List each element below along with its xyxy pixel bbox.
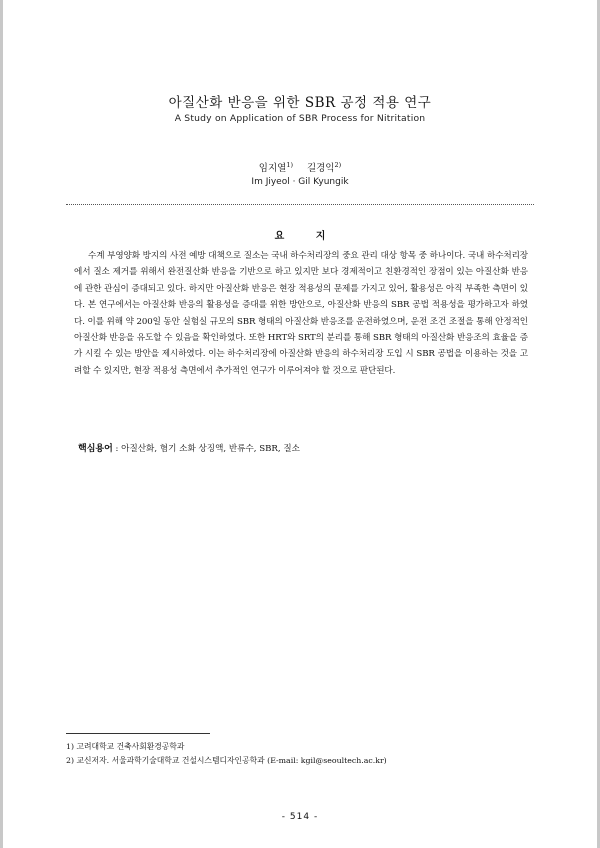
footnote-divider [66,733,210,734]
keywords-separator: : [112,444,122,454]
author-affiliation-mark: 2) [334,161,342,169]
keywords-label: 핵심용어 [78,444,113,454]
page-number: - 514 - [281,812,319,822]
paper-title-korean: 아질산화 반응을 위한 SBR 공정 적용 연구 [168,95,432,111]
keywords-text: 아질산화, 혐기 소화 상징액, 반류수, SBR, 질소 [121,444,300,454]
footnotes [66,740,536,768]
authors-korean [0,160,600,174]
author-name: 길경익 [307,163,335,174]
footnote-item: 2) 교신저자. 서울과학기술대학교 건설시스템디자인공학과 (E-mail: kgil@seoultech.ac.kr) [66,756,387,765]
section-divider [66,204,534,205]
abstract-body: 수계 부영양화 방지의 사전 예방 대책으로 질소는 국내 하수처리장의 중요 관리 대상 항목 중 하나이다. 국내 하수처리장에서 질소 제거를 위해서 완전질산화 반응을 기반으로 하고 있지만 보다 경제적이고 친환경적인 장점이 있는 아질산화 반응에 관한 관심이 증대되고 있다. 하지만 아질산화 반응은 현장 적용성의 문제를 가지고 있어, 활용성은 아직 부족한 측면이 있다. 본 연구에서는 아질산화 반응의 활용성을 증대를 위한 방안으로, 아질산화 반응의 SBR 공법 적용성을 평가하고자 하였다. 이를 위해 약 200일 동안 실험실 규모의 SBR 형태의 아질산화 반응조를 운전하였으며, 운전 조건 조절을 통해 안정적인 아질산화 반응을 유도할 수 있음을 확인하였다. 또한 HRT와 SRT의 분리를 통해 SBR 형태의 아질산화 반응조의 효율을 증가 시킬 수 있는 방안을 제시하였다. 이는 하수처리장에 아질산화 반응의 하수처리장 도입 시 SBR 공법을 이용하는 것을 고려할 수 있지만, 현장 적용성 측면에서 추가적인 연구가 이루어져야 할 것으로 판단된다. [74,251,528,376]
author-affiliation-mark: 1) [286,161,293,169]
authors-english: Im Jiyeol · Gil Kyungik [251,177,349,187]
footnote-item: 1) 고려대학교 건축사회환경공학과 [66,742,185,751]
paper-title-english: A Study on Application of SBR Process for Nitritation [174,113,426,124]
keywords [78,441,528,454]
page-edge-left [0,0,3,848]
author-name: 임지열 [258,163,287,174]
abstract-heading: 요 지 [274,231,340,242]
